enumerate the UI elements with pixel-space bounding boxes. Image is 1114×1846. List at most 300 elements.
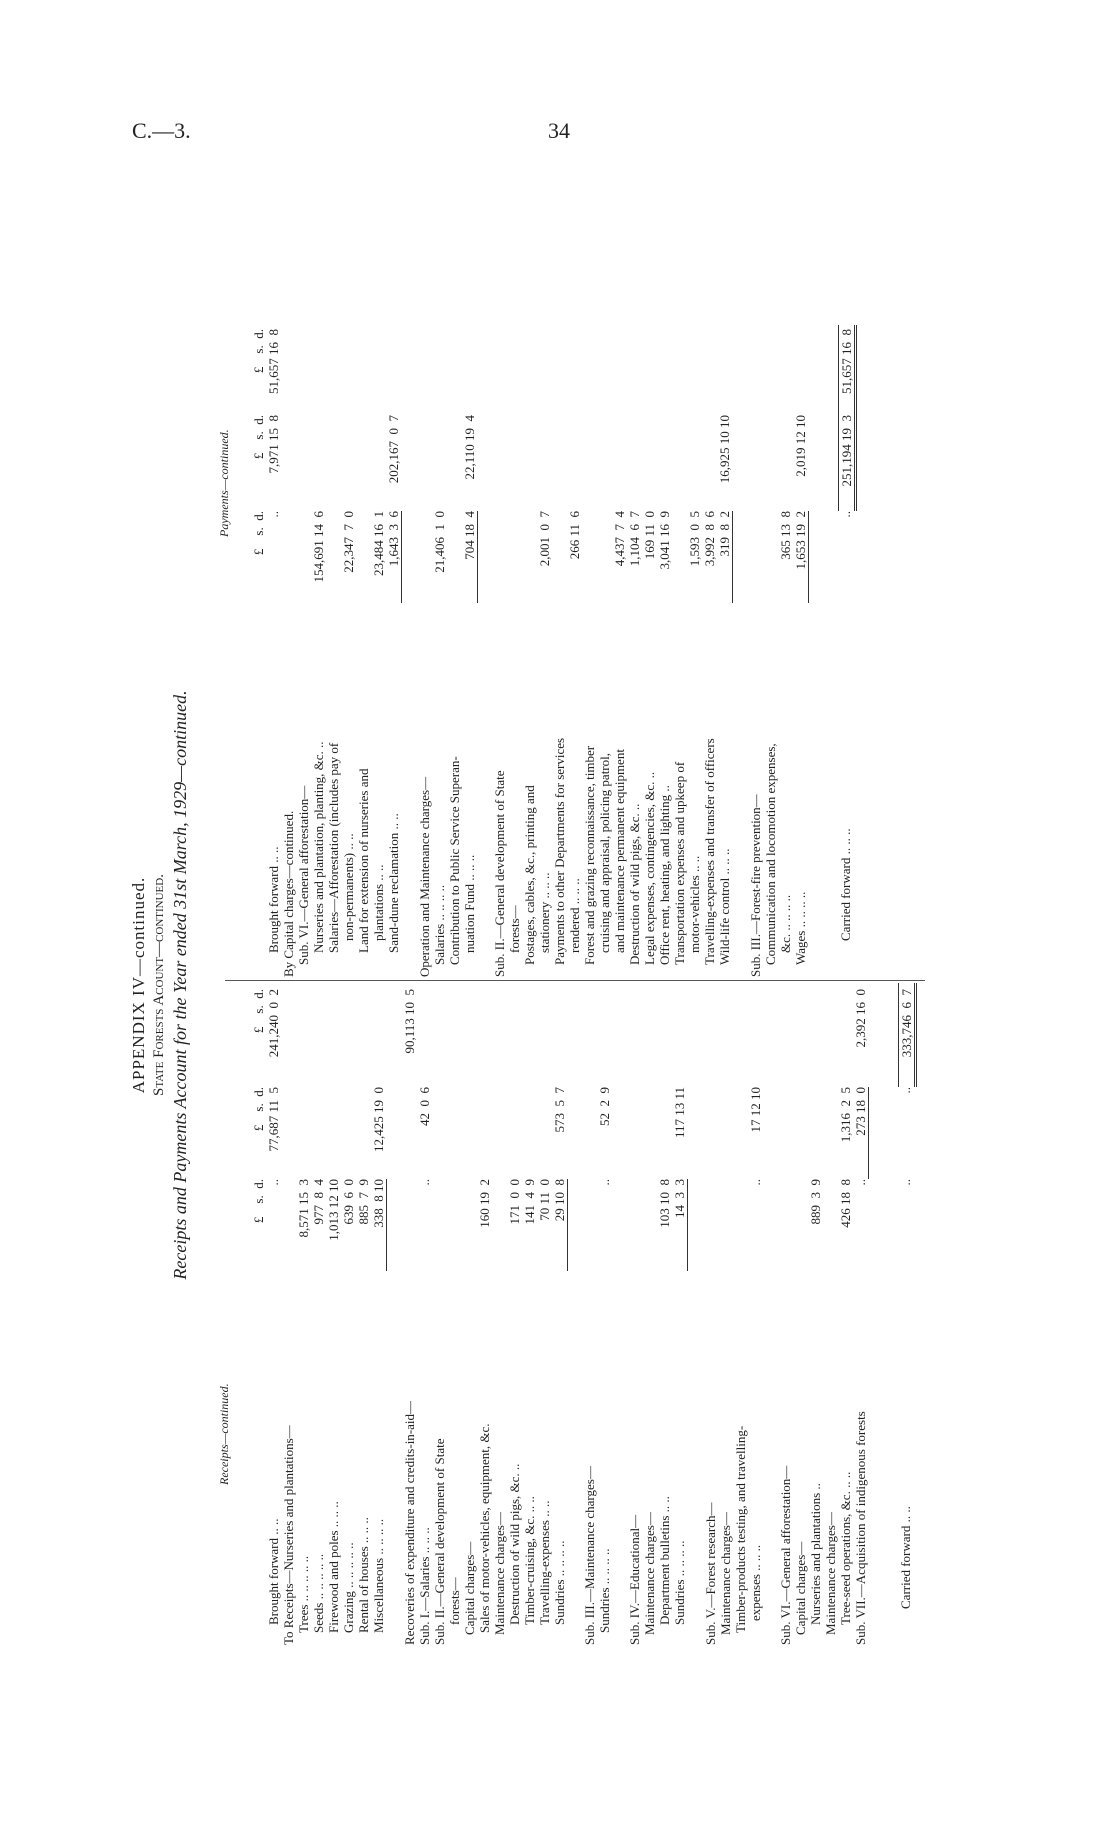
- amount-c2: [522, 415, 537, 511]
- amount-c3: [552, 983, 568, 1087]
- amount-c3: [778, 983, 793, 1087]
- ledger-row: [507, 325, 522, 977]
- amount-c2: [763, 415, 778, 511]
- amount-c1: 1,013 12 10: [326, 1179, 341, 1241]
- amount-c2: [597, 415, 612, 511]
- amount-c3: [838, 983, 853, 1087]
- ledger-row: [462, 325, 478, 977]
- amount-c1: 1,593 0 5: [687, 511, 702, 567]
- ledger-label: Operation and Maintenance charges—: [416, 776, 432, 977]
- amount-c2: [522, 1087, 537, 1179]
- amount-c3: [462, 983, 477, 1087]
- ledger-row: [853, 983, 869, 1645]
- ledger-row: [597, 983, 612, 1645]
- amount-c3: [386, 325, 402, 415]
- amount-c2: 251,194 19 3: [838, 415, 855, 511]
- ledger-label: Maintenance charges—: [491, 1512, 507, 1635]
- amount-c1: [642, 1179, 657, 1271]
- amount-c2: [477, 1087, 492, 1179]
- spacer-row: [387, 983, 402, 1645]
- ledger-row: [702, 325, 717, 977]
- ledger-label: Sub. III.—Maintenance charges—: [582, 1466, 597, 1645]
- ledger-row: [266, 325, 281, 977]
- receipts-table: [251, 983, 917, 1645]
- ledger-row: [567, 325, 582, 977]
- amount-c2: ..: [898, 1087, 913, 1094]
- amount-c1: 160 19 2: [476, 1179, 492, 1228]
- amount-c3: 2,392 16 0: [852, 989, 868, 1048]
- amount-c2: [612, 415, 627, 511]
- ledger-label: Timber-cruising, &c. .. ..: [521, 1496, 537, 1625]
- ledger-row: [296, 325, 311, 977]
- amount-c1: [281, 511, 296, 603]
- amount-c3: 51,657 16 8: [266, 329, 281, 394]
- ledger-row: [552, 983, 568, 1645]
- amount-c3: [281, 983, 296, 1087]
- ledger-row: [597, 325, 612, 977]
- amount-c2: 17 12 10: [747, 1087, 763, 1133]
- page-reference: C.—3.: [132, 118, 191, 143]
- ledger-row: [311, 325, 326, 977]
- ledger-row: [417, 983, 432, 1645]
- ledger-label: By Capital charges—continued.: [281, 810, 296, 977]
- amount-c3: [642, 983, 657, 1087]
- ledger-row: [763, 325, 778, 977]
- amount-c3: 90,113 10 5: [401, 989, 417, 1054]
- amount-c1: [823, 1179, 838, 1271]
- amount-c2: [627, 415, 642, 511]
- amount-c2: [657, 1087, 672, 1179]
- ledger-row: [687, 325, 702, 977]
- ledger-row: [311, 983, 326, 1645]
- ledger-label: Maintenance charges—: [642, 1512, 657, 1635]
- amount-c1: 21,406 1 0: [431, 511, 447, 573]
- ledger-row: [582, 983, 597, 1645]
- amount-c2: [537, 1087, 552, 1179]
- ledger-label: Nurseries and plantation, planting, &c. ..: [311, 741, 326, 953]
- amount-c1: [296, 511, 311, 603]
- currency-heading: £ s. d.: [251, 1087, 266, 1132]
- amount-c2: [447, 415, 462, 511]
- amount-c3: [296, 983, 311, 1087]
- amount-c3: [657, 325, 672, 415]
- amount-c2: [552, 415, 567, 511]
- ledger-label: Sub. VI.—General afforestation—: [777, 1465, 793, 1645]
- amount-c3: [447, 325, 462, 415]
- ledger-label: Nurseries and plantations ..: [807, 1483, 823, 1625]
- amount-c3: [356, 983, 371, 1087]
- ledger-label: expenses .. .. ..: [747, 1544, 763, 1621]
- ledger-row: [447, 983, 462, 1645]
- ledger-label: Sub. VI.—General afforestation—: [296, 785, 311, 965]
- amount-c3: [612, 325, 627, 415]
- ledger-row: [778, 983, 793, 1645]
- amount-c3: [748, 325, 763, 415]
- amount-c3: [582, 983, 597, 1087]
- amount-c3: [492, 325, 507, 415]
- amount-c3: [582, 325, 597, 415]
- amount-c1: 141 4 9: [521, 1179, 537, 1225]
- ledger-label: Sundries .. .. .. ..: [672, 1540, 687, 1625]
- ledger-label: cruising and appraisal, policing patrol,: [597, 752, 612, 953]
- amount-c2: [356, 415, 371, 511]
- ledger-label: Trees .. .. .. .. ..: [296, 1555, 311, 1633]
- amount-c2: [281, 415, 296, 511]
- amount-c1: 889 3 9: [807, 1179, 823, 1225]
- amount-c2: [778, 1087, 793, 1179]
- amount-c1: 22,347 7 0: [341, 511, 356, 573]
- ledger-label: Sub. VII.—Acquisition of indigenous forests: [852, 1411, 868, 1645]
- amount-c1: [703, 1179, 718, 1271]
- ledger-label: Maintenance charges—: [717, 1512, 733, 1635]
- amount-c2: [808, 1087, 823, 1179]
- ledger-row: [657, 325, 672, 977]
- ledger-label: Maintenance charges—: [822, 1512, 838, 1635]
- amount-c1: [281, 1179, 296, 1271]
- ledger-label: Transportation expenses and upkeep of: [672, 761, 687, 965]
- amount-c1: 977 8 4: [311, 1179, 326, 1225]
- amount-c2: [778, 415, 793, 511]
- ledger-row: [733, 983, 748, 1645]
- ledger-label: Sub. II.—General development of State: [492, 770, 507, 977]
- amount-c1: 1,653 19 2: [793, 511, 809, 603]
- amount-c2: [687, 415, 702, 511]
- amount-c3: [537, 983, 552, 1087]
- amount-c3: [417, 983, 432, 1087]
- ledger-label: Carried forward .. ..: [898, 1506, 913, 1609]
- currency-heading: £ s. d.: [251, 329, 266, 374]
- amount-c3: [537, 325, 552, 415]
- amount-c1: 3,041 16 9: [657, 511, 672, 570]
- ledger-row: [748, 983, 763, 1645]
- ledger-label: Seeds .. .. .. .. ..: [311, 1553, 326, 1633]
- amount-c1: [432, 1179, 447, 1271]
- amount-c2: [702, 415, 717, 511]
- amount-c1: ..: [898, 1179, 913, 1186]
- amount-c3: [627, 983, 642, 1087]
- spacer-row: [808, 325, 823, 977]
- ledger-row: [552, 325, 567, 977]
- amount-c1: [778, 1179, 793, 1271]
- amount-c2: [326, 1087, 341, 1179]
- ledger-row: [281, 325, 296, 977]
- ledger-label: plantations .. ..: [371, 864, 386, 941]
- amount-c1: 885 7 9: [356, 1179, 371, 1225]
- amount-c1: 1,643 3 6: [386, 511, 402, 603]
- ledger-row: [672, 325, 687, 977]
- amount-c1: ..: [416, 1179, 432, 1186]
- amount-c3: [507, 983, 522, 1087]
- receipts-side: [217, 983, 975, 1645]
- ledger-label: Sub. V.—Forest research—: [702, 1502, 718, 1645]
- amount-c2: [311, 415, 326, 511]
- ledger-row: [657, 983, 672, 1645]
- ledger-row: [582, 325, 597, 977]
- ledger-label: Salaries—Afforestation (includes pay of: [326, 742, 341, 953]
- document-titles: [131, 325, 188, 1645]
- amount-c3: [417, 325, 432, 415]
- amount-c1: 169 11 0: [642, 511, 657, 560]
- amount-c3: [733, 983, 748, 1087]
- amount-c1: [552, 511, 567, 603]
- amount-c2: [356, 1087, 371, 1179]
- ledger-label: Sundries .. .. .. ..: [551, 1540, 567, 1625]
- ledger-label: Wild-life control .. .. ..: [717, 848, 732, 965]
- amount-c1: 426 18 8: [837, 1179, 853, 1228]
- column-heads-row: [251, 983, 266, 1645]
- ledger-row: [371, 983, 387, 1645]
- ledger-row: [507, 983, 522, 1645]
- ledger-label: Payments to other Departments for services: [552, 737, 567, 965]
- ledger-label: Brought forward .. ..: [266, 1518, 281, 1625]
- ledger-label: Timber-products testing, and travelling-: [732, 1425, 748, 1633]
- amount-c1: 23,484 16 1: [371, 511, 386, 576]
- amount-c1: [582, 1179, 597, 1271]
- amount-c2: [507, 1087, 522, 1179]
- ledger-row: [793, 325, 809, 977]
- amount-c1: 3,992 8 6: [702, 511, 717, 567]
- ledger-label: non-permanents) .. ..: [341, 833, 356, 941]
- amount-c1: [492, 511, 507, 603]
- amount-c2: [582, 1087, 597, 1179]
- spacer-row: [688, 983, 703, 1645]
- amount-c1: [326, 511, 341, 603]
- currency-heading: £ s. d.: [251, 989, 266, 1034]
- amount-c2: [341, 1087, 356, 1179]
- spacer-row: [868, 983, 883, 1645]
- amount-c2: [733, 1087, 748, 1179]
- amount-c2: 1,316 2 5: [837, 1087, 853, 1143]
- amount-c1: [447, 1179, 462, 1271]
- payments-table: [251, 325, 857, 977]
- amount-c3: [672, 325, 687, 415]
- ledger-row: [266, 983, 281, 1645]
- amount-c1: 70 11 0: [536, 1179, 552, 1221]
- amount-c2: 12,425 19 0: [371, 1087, 386, 1152]
- amount-c3: [808, 983, 823, 1087]
- amount-c2: 2,019 12 10: [792, 415, 808, 477]
- ledger-row: [341, 325, 356, 977]
- carried-forward-row: [838, 325, 855, 977]
- ledger-row: [281, 983, 296, 1645]
- amount-c2: 202,167 0 7: [386, 415, 401, 484]
- amount-c1: 266 11 6: [567, 511, 582, 560]
- ledger-row: [537, 325, 552, 977]
- amount-c2: [823, 1087, 838, 1179]
- amount-c3: [462, 325, 478, 415]
- amount-c1: 704 18 4: [462, 511, 478, 603]
- ledger-label: Recoveries of expenditure and credits-in-aid—: [401, 1400, 417, 1645]
- amount-c2: [537, 415, 552, 511]
- ledger-row: [417, 325, 432, 977]
- amount-c1: 103 10 8: [657, 1179, 672, 1228]
- ledger-label: Legal expenses, contingencies, &c. ..: [642, 771, 657, 965]
- amount-c2: [281, 1087, 296, 1179]
- amount-c3: 51,657 16 8: [838, 325, 855, 415]
- ledger-label: Sub. IV.—Educational—: [627, 1514, 642, 1645]
- payments-heading: Payments—continued.: [217, 429, 231, 537]
- amount-c2: [326, 415, 341, 511]
- amount-c2: [718, 1087, 733, 1179]
- amount-c1: 338 8 10: [371, 1179, 387, 1271]
- ledger-row: [808, 983, 823, 1645]
- amount-c3: [432, 983, 447, 1087]
- amount-c1: 4,437 7 4: [612, 511, 627, 567]
- amount-c1: 14 3 3: [672, 1179, 688, 1271]
- ledger-label: forests—: [446, 1577, 462, 1625]
- amount-c2: [642, 1087, 657, 1179]
- amount-c1: 1,104 6 7: [627, 511, 642, 567]
- ledger-row: [838, 983, 853, 1645]
- ledger-label: To Receipts—Nurseries and plantations—: [281, 1425, 296, 1645]
- amount-c2: [432, 415, 447, 511]
- amount-c3: [627, 325, 642, 415]
- ledger-label: Salaries .. .. .. ..: [431, 884, 447, 965]
- amount-c1: [417, 511, 432, 603]
- ledger-row: [447, 325, 462, 977]
- ledger-label: Forest and grazing reconnaissance, timber: [582, 745, 597, 965]
- ledger-row: [492, 983, 507, 1645]
- currency-heading: £ s. d.: [251, 1179, 266, 1224]
- amount-c1: ..: [597, 1179, 612, 1186]
- amount-c3: [567, 325, 582, 415]
- ledger-label: Carried forward .. .. ..: [838, 828, 853, 941]
- ledger-label: Capital charges—: [461, 1541, 477, 1635]
- appendix-title: APPENDIX IV—continued.: [129, 876, 148, 1094]
- amount-c3: [717, 325, 733, 415]
- amount-c2: [582, 415, 597, 511]
- amount-c2: [311, 1087, 326, 1179]
- ledger-row: [326, 325, 341, 977]
- ledger-row: [371, 325, 386, 977]
- ledger-row: [326, 983, 341, 1645]
- ledger-row: [642, 325, 657, 977]
- ledger-label: Destruction of wild pigs, &c. ..: [627, 803, 642, 965]
- ledger-label: Office rent, heating, and lighting ..: [657, 785, 672, 965]
- ledger-row: [386, 325, 402, 977]
- spacer-row: [883, 983, 898, 1645]
- amount-c2: [417, 415, 432, 511]
- amount-c3: [718, 983, 733, 1087]
- ledger-row: [537, 983, 552, 1645]
- ledger-label: Travelling-expenses .. ..: [536, 1500, 552, 1625]
- currency-heading: £ s. d.: [251, 415, 266, 460]
- payments-side: [217, 325, 975, 977]
- amount-c1: [672, 511, 687, 603]
- ledger-label: Capital charges—: [792, 1541, 808, 1635]
- amount-c3: [793, 325, 809, 415]
- amount-c1: 2,001 0 7: [537, 511, 552, 567]
- ledger-label: and maintenance permanent equipment: [612, 749, 627, 953]
- amount-c3: [447, 983, 462, 1087]
- amount-c2: [793, 1087, 808, 1179]
- ledger-label: stationery .. .. ..: [537, 872, 552, 953]
- amount-c2: [672, 415, 687, 511]
- ledger-label: Contribution to Public Service Superan-: [446, 756, 462, 965]
- amount-c3: [311, 983, 326, 1087]
- amount-c3: 333,746 6 7: [898, 983, 915, 1087]
- ledger-label: nuation Fund .. .. ..: [461, 854, 477, 953]
- amount-c2: [492, 1087, 507, 1179]
- amount-c3: [687, 325, 702, 415]
- amount-c2: 117 13 11: [672, 1087, 687, 1139]
- amount-c3: [341, 325, 356, 415]
- ledger-row: [642, 983, 657, 1645]
- spacer-row: [402, 325, 417, 977]
- amount-c1: ..: [838, 511, 853, 518]
- amount-c1: [402, 1179, 417, 1271]
- ledger-label: Brought forward .. ..: [266, 846, 281, 953]
- amount-c3: [371, 983, 387, 1087]
- ledger-label: Department bulletins .. ..: [657, 1496, 672, 1625]
- amount-c1: [627, 1179, 642, 1271]
- ledger-row: [778, 325, 793, 977]
- amount-c2: [447, 1087, 462, 1179]
- ledger-row: [356, 325, 371, 977]
- amount-c3: [597, 983, 612, 1087]
- amount-c2: 42 0 6: [416, 1087, 432, 1126]
- ledger-row: [492, 325, 507, 977]
- amount-c3: [642, 325, 657, 415]
- ledger-label: Grazing .. .. .. .. ..: [341, 1542, 356, 1633]
- amount-c3: [703, 983, 718, 1087]
- amount-c2: 22,110 19 4: [461, 415, 477, 480]
- ledger-row: [612, 325, 627, 977]
- amount-c3: [311, 325, 326, 415]
- amount-c3: [702, 325, 717, 415]
- ledger-row: [522, 325, 537, 977]
- amount-c2: [507, 415, 522, 511]
- amount-c1: 319 8 2: [717, 511, 733, 603]
- ledger-label: Communication and locomotion expenses,: [762, 743, 778, 965]
- amount-c3: [672, 983, 688, 1087]
- amount-c1: [356, 511, 371, 603]
- ledger-label: rendered .. .. ..: [567, 878, 582, 953]
- amount-c3: [371, 325, 386, 415]
- amount-c1: [597, 511, 612, 603]
- ledger-label: Sundries .. .. .. ..: [597, 1548, 612, 1633]
- amount-c1: 365 13 8: [777, 511, 793, 560]
- amount-c3: [748, 983, 763, 1087]
- amount-c3: [522, 983, 537, 1087]
- amount-c2: [341, 415, 356, 511]
- ledger-row: [432, 983, 447, 1645]
- currency-heading: £ s. d.: [251, 511, 266, 556]
- amount-c3: [326, 983, 341, 1087]
- spacer-row: [733, 325, 748, 977]
- amount-c3: [778, 325, 793, 415]
- receipts-heading: Receipts—continued.: [217, 1383, 231, 1485]
- column-divider: [225, 980, 925, 981]
- amount-c2: [657, 415, 672, 511]
- ledger-row: [793, 983, 808, 1645]
- amount-c3: [492, 983, 507, 1087]
- amount-c3: [763, 325, 778, 415]
- amount-c3: [507, 325, 522, 415]
- amount-c1: [582, 511, 597, 603]
- ledger-label: Sub. II.—General development of State: [431, 1438, 447, 1645]
- amount-c3: [296, 325, 311, 415]
- amount-c2: [371, 415, 386, 511]
- ledger-row: [748, 325, 763, 977]
- amount-c3: [552, 325, 567, 415]
- ledger-row: [402, 983, 417, 1645]
- amount-c1: [748, 511, 763, 603]
- amount-c2: 16,925 10 10: [717, 415, 732, 484]
- amount-c2: 573 5 7: [551, 1087, 567, 1133]
- ledger-label: Rental of houses .. .. ..: [356, 1517, 371, 1633]
- ledger-row: [823, 983, 838, 1645]
